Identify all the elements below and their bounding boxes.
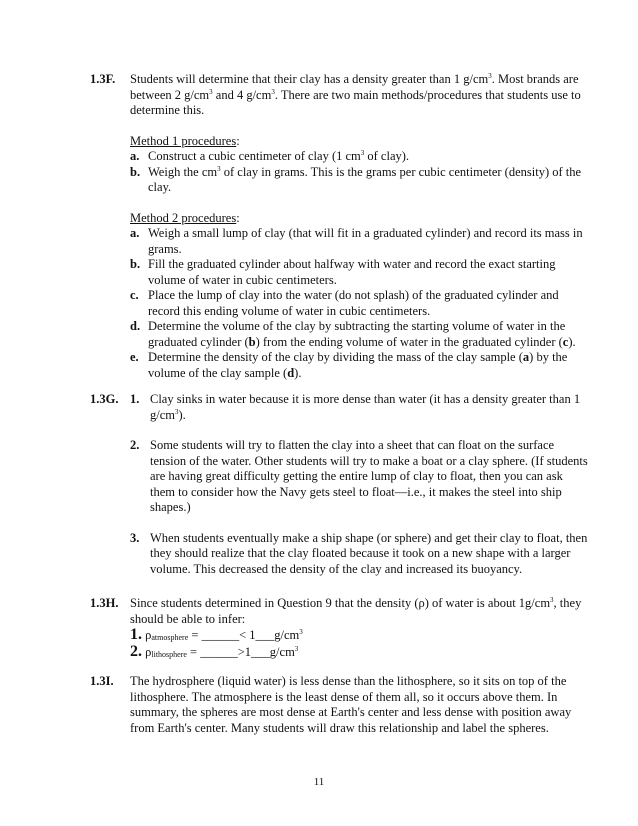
answer-item-3: 3. When students eventually make a ship shape (or sphere) and get their clay to float, then they should realize that the clay floated because it took on a new shape with a larger volume. This decreased the density of the clay and increased its buoyancy. xyxy=(130,530,588,576)
method-1-step-a: a. Construct a cubic centimeter of clay (1 $cm^3$ of clay). xyxy=(130,149,410,163)
intro-paragraph: Students will determine that their clay has a density greater than 1 $g/cm^3$. Most brands are between 2 $g/cm^3$ and 4 $g/cm^3$. There are two main methods/procedures that students use to determine this. xyxy=(130,72,581,117)
section-body xyxy=(130,674,590,736)
section-1-3h xyxy=(90,596,590,660)
section-paragraph: The hydrosphere (liquid water) is less dense than the lithosphere, so it sits on top of the lithosphere. The atmosphere is the least dense of them all, so it occurs above them. In summary, the spheres are most dense at Earth's center and less dense with position away from Earth's center. Many students will draw this relationship and label the spheres. xyxy=(130,674,572,735)
inference-2: 2. $\rho_{lithosphere}$ = $\_\_\_\_\_\_>1\_\_\_g/cm^3$ xyxy=(130,642,299,660)
page-number: 11 xyxy=(313,776,325,788)
method-2-title: Method 2 procedures: xyxy=(130,210,240,225)
section-body xyxy=(130,392,590,577)
section-label: 1.3G. xyxy=(90,392,119,406)
answer-item-2: 2. Some students will try to flatten the clay into a sheet that can float on the surface tension of the water. Other students will try to make a boat or a clay sphere. (If students are having great difficulty getting the entire lump of clay to float, then you can ask them to consider how the Navy gets steel to float—i.e., it makes the steel into ship shapes.) xyxy=(130,438,588,514)
section-1-3g xyxy=(90,392,590,577)
section-body xyxy=(130,596,590,660)
section-1-3i xyxy=(90,674,590,736)
section-label: 1.3I. xyxy=(90,674,114,688)
inference-1: 1. $\rho_{atmosphere}$ = ______< $1\_\_\_g/cm^3$ xyxy=(130,626,303,643)
section-label: 1.3H. xyxy=(90,596,119,610)
method-2-step-b: b. Fill the graduated cylinder about halfway with water and record the exact starting volume of water in cubic centimeters. xyxy=(130,257,556,287)
inference-text: Since students determined in Question 9 that the density (ρ) of water is about $1g/cm^3$, they should be able to infer: xyxy=(130,596,582,626)
method-2-step-d: d. Determine the volume of the clay by subtracting the starting volume of water in the graduated cylinder (b) from the ending volume of water in the graduated cylinder (c). xyxy=(130,319,576,349)
answer-item-1: 1. Clay sinks in water because it is more dense than water (it has a density greater than 1 $g/cm^3$). xyxy=(130,392,581,422)
section-label: 1.3F. xyxy=(90,72,116,86)
method-2-step-c: c. Place the lump of clay into the water (do not splash) of the graduated cylinder and record this ending volume of water in cubic centimeters. xyxy=(130,288,559,318)
section-1-3f xyxy=(90,72,590,381)
method-1-step-b: b. Weigh the $cm^3$ of clay in grams. This is the grams per cubic centimeter (density) of the clay. xyxy=(130,164,582,194)
method-1-title: Method 1 procedures: xyxy=(130,133,240,148)
section-body xyxy=(130,72,590,381)
method-2-step-e: e. Determine the density of the clay by dividing the mass of the clay sample (a) by the volume of the clay sample (d). xyxy=(130,350,568,380)
method-2-step-a: a. Weigh a small lump of clay (that will fit in a graduated cylinder) and record its mass in grams. xyxy=(130,226,583,256)
